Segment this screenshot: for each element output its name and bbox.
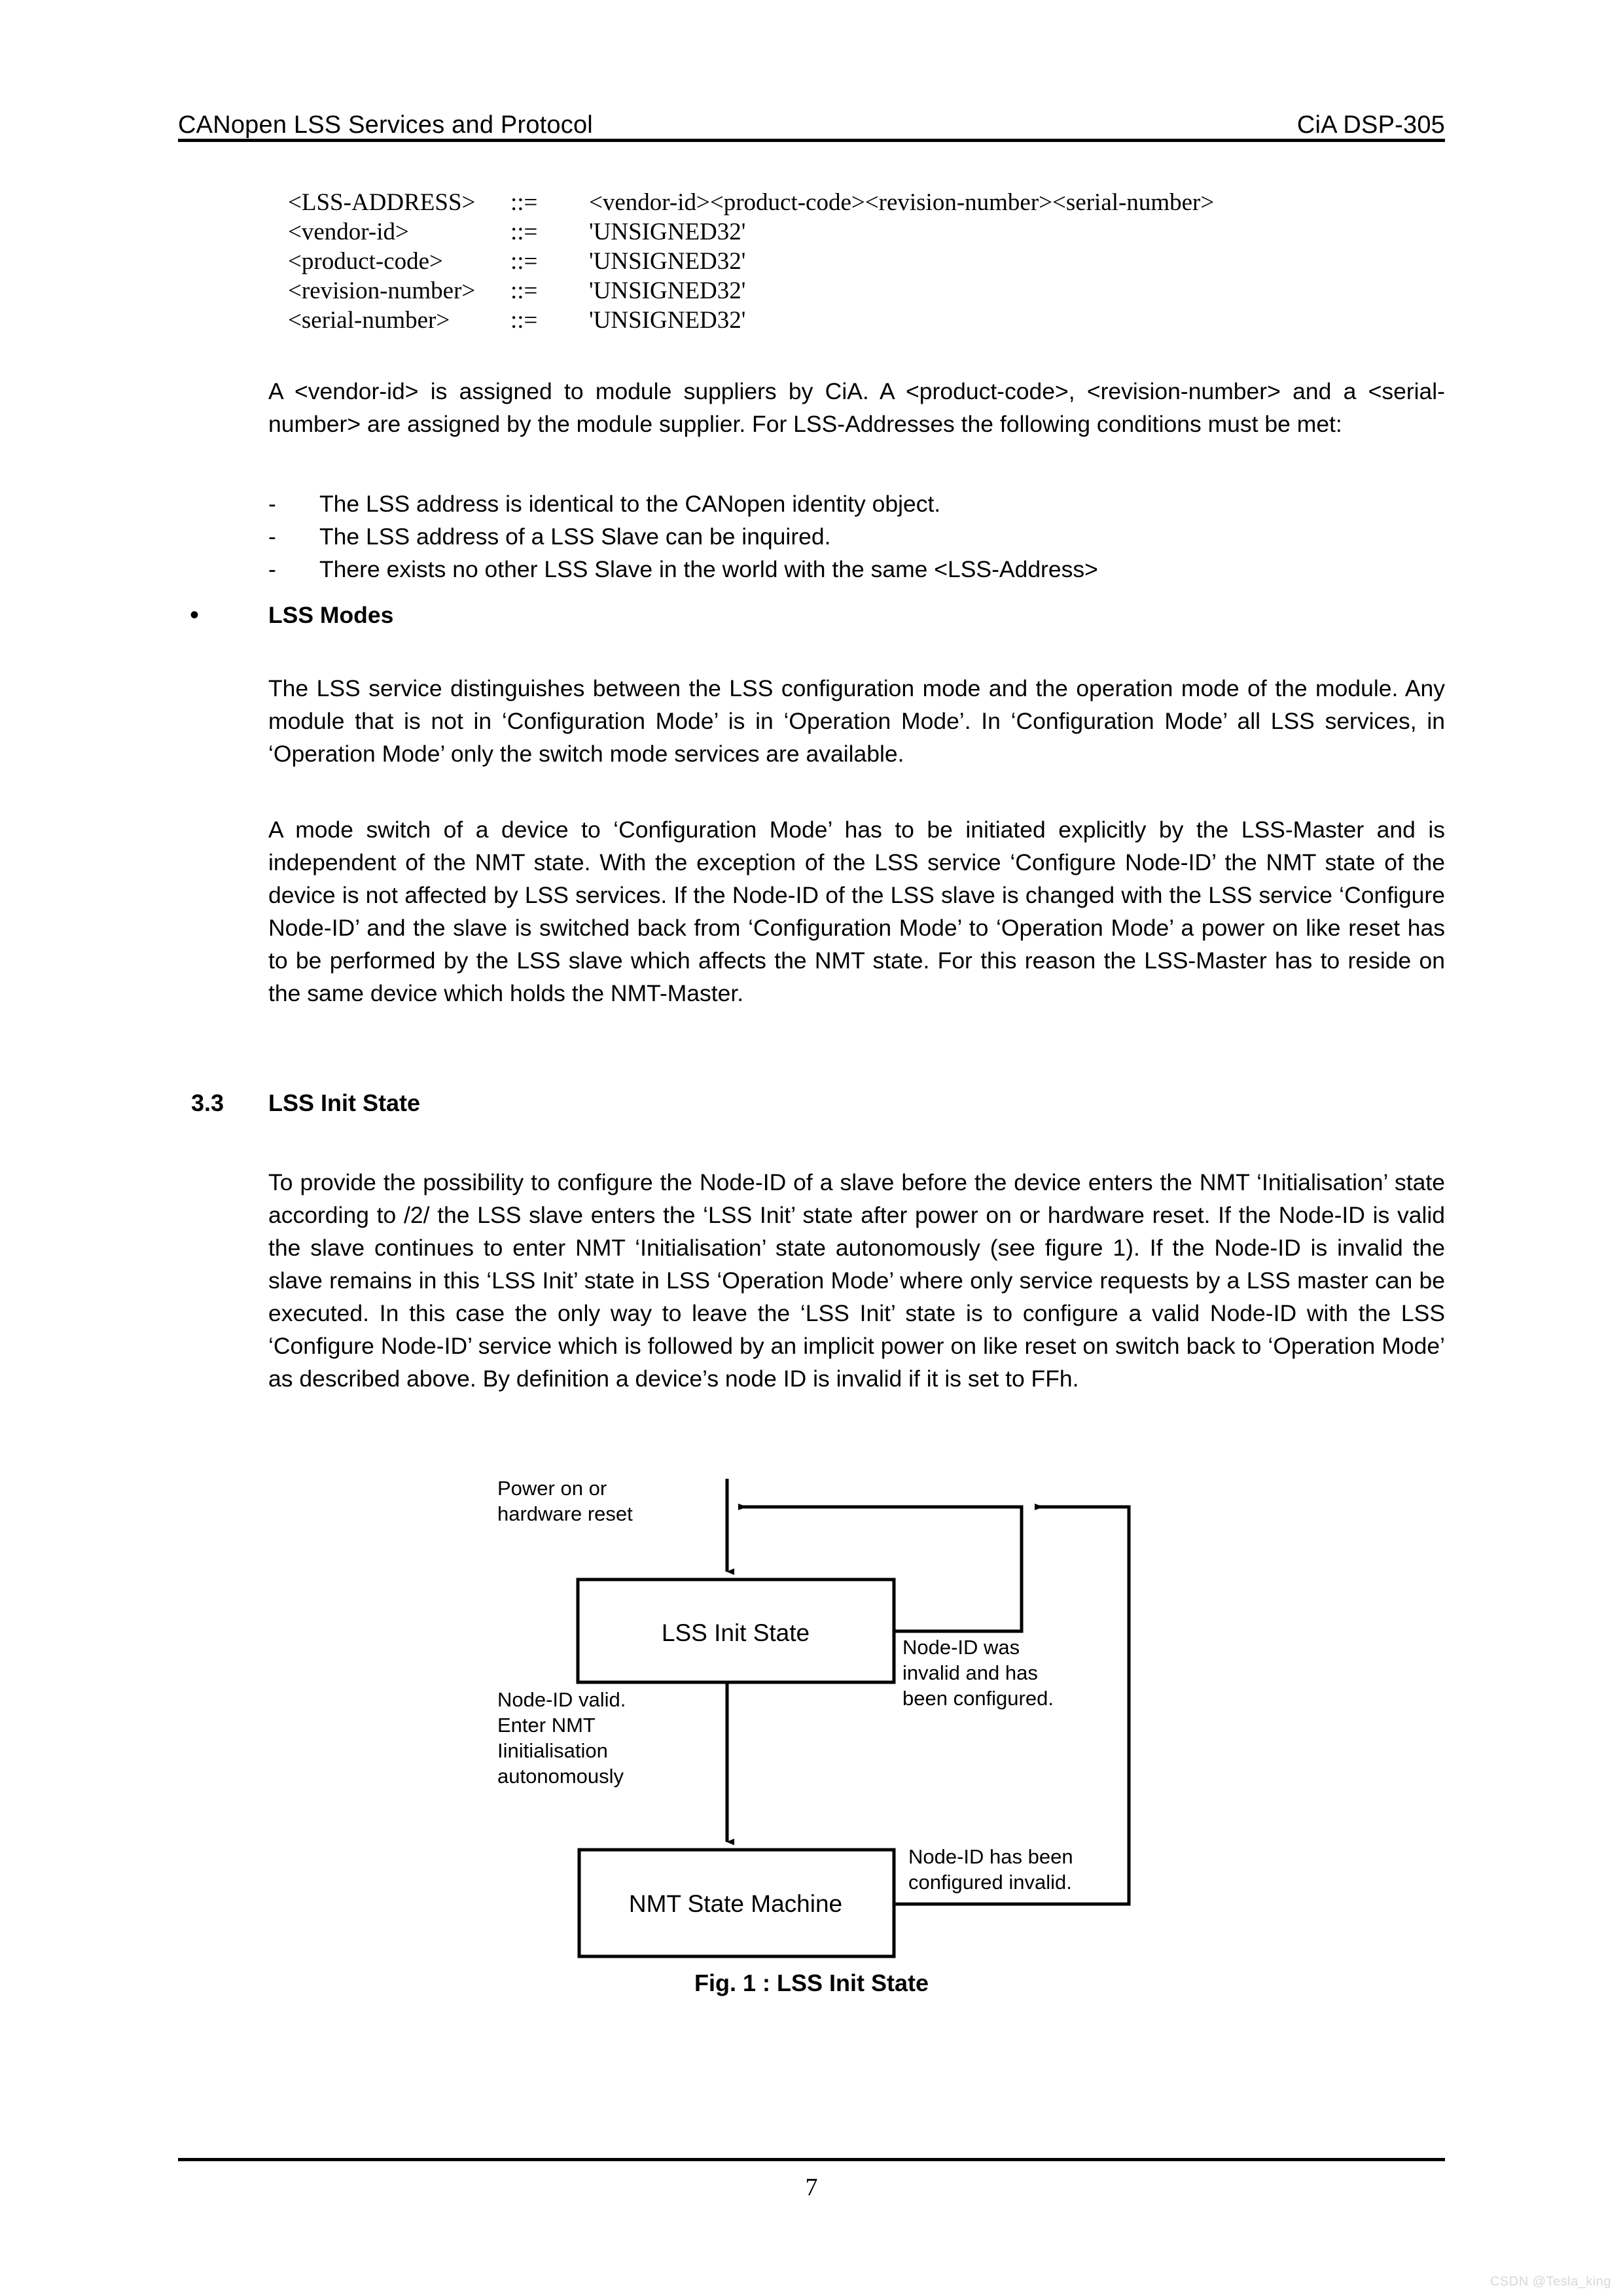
list-item-label: The LSS address of a LSS Slave can be inquired. xyxy=(319,523,831,550)
bnf-row xyxy=(288,188,1400,217)
section-3-3-paragraph: To provide the possibility to configure the Node-ID of a slave before the device enters the NMT ‘Initialisation’ state according to /2/ the LSS slave enters the ‘LSS Init’ state after power on or hardware reset. If the Node-ID is valid the slave continues to enter NMT ‘Initialisation’ state autonomously (see figure 1). If the Node-ID is invalid the slave remains in this ‘LSS Init’ state in LSS ‘Operation Mode’ where only service requests by a LSS master can be executed. In this case the only way to leave the ‘LSS Init’ state is to configure a valid Node-ID with the LSS ‘Configure Node-ID’ service which is followed by an implicit power on like reset on switch back to ‘Operation Mode’ as described above. By definition a device’s node ID is invalid if it is set to FFh. xyxy=(268,1169,1445,1392)
label-power-on-line-2: hardware reset xyxy=(497,1502,633,1525)
bnf-grammar-block xyxy=(288,188,1400,335)
dash-marker: - xyxy=(268,491,276,517)
state-diagram-svg xyxy=(471,1472,1165,1996)
list-item-label: The LSS address is identical to the CANopen identity object. xyxy=(319,491,941,517)
bnf-row xyxy=(288,306,1400,335)
bnf-operator: ::= xyxy=(510,189,538,216)
figure-caption: Fig. 1 : LSS Init State xyxy=(694,1969,929,1996)
bnf-lhs: <vendor-id> xyxy=(288,219,409,245)
section-number: 3.3 xyxy=(191,1089,224,1116)
header-divider xyxy=(178,139,1445,142)
label-configured-invalid-line-2: configured invalid. xyxy=(908,1871,1072,1894)
list-item xyxy=(268,487,1445,520)
box-nmt-state-machine-label: NMT State Machine xyxy=(628,1890,843,1917)
bnf-operator: ::= xyxy=(510,248,538,275)
label-node-id-valid-line-2: Enter NMT xyxy=(497,1714,596,1737)
conditions-list xyxy=(268,487,1445,586)
bnf-lhs: <serial-number> xyxy=(288,307,450,334)
dash-marker: - xyxy=(268,556,276,582)
label-invalid-configured-line-3: been configured. xyxy=(902,1687,1054,1710)
bnf-rhs: 'UNSIGNED32' xyxy=(589,307,746,334)
bnf-rhs: 'UNSIGNED32' xyxy=(589,248,746,275)
label-invalid-configured-line-1: Node-ID was xyxy=(902,1636,1020,1659)
intro-paragraph: A <vendor-id> is assigned to module suppliers by CiA. A <product-code>, <revision-number> and a <serial-number> are assigned by the module supplier. For LSS-Addresses the following conditions must be met: xyxy=(268,378,1445,437)
label-invalid-configured-line-2: invalid and has xyxy=(902,1661,1038,1684)
bnf-operator: ::= xyxy=(510,307,538,334)
lss-modes-heading-label: LSS Modes xyxy=(268,602,394,628)
bnf-rhs: <vendor-id><product-code><revision-number><serial-number> xyxy=(589,189,1215,216)
bnf-row xyxy=(288,217,1400,247)
bnf-rhs: 'UNSIGNED32' xyxy=(589,277,746,304)
bnf-lhs: <revision-number> xyxy=(288,277,476,304)
list-item xyxy=(268,520,1445,553)
lss-modes-paragraph-2-container xyxy=(268,813,1445,1010)
label-power-on-line-1: Power on or xyxy=(497,1477,607,1500)
page-header xyxy=(178,92,1445,137)
box-lss-init-state-label: LSS Init State xyxy=(661,1619,810,1646)
label-node-id-valid-line-4: autonomously xyxy=(497,1765,624,1788)
list-item-label: There exists no other LSS Slave in the world with the same <LSS-Address> xyxy=(319,556,1098,582)
bullet-icon: • xyxy=(190,601,200,629)
lss-modes-heading xyxy=(190,602,1445,628)
bnf-operator: ::= xyxy=(510,277,538,304)
label-node-id-valid-line-3: Iinitialisation xyxy=(497,1739,608,1762)
header-title: CANopen LSS Services and Protocol xyxy=(178,111,593,139)
footer-divider xyxy=(178,2158,1445,2161)
section-title: LSS Init State xyxy=(268,1089,421,1116)
bnf-lhs: <LSS-ADDRESS> xyxy=(288,189,476,216)
header-document-id: CiA DSP-305 xyxy=(1296,111,1445,139)
page-number: 7 xyxy=(805,2174,818,2201)
section-3-3-paragraph-container xyxy=(268,1166,1445,1395)
watermark: CSDN @Tesla_king xyxy=(1489,2274,1611,2289)
list-item xyxy=(268,553,1445,586)
bnf-operator: ::= xyxy=(510,219,538,245)
bnf-lhs: <product-code> xyxy=(288,248,443,275)
bnf-row xyxy=(288,276,1400,306)
lss-modes-paragraph-1: The LSS service distinguishes between the LSS configuration mode and the operation mode of the module. Any module that is not in ‘Configuration Mode’ is in ‘Operation Mode’. In ‘Configuration Mode’ all LSS services, in ‘Operation Mode’ only the switch mode services are available. xyxy=(268,675,1445,767)
intro-paragraph-container xyxy=(268,375,1445,440)
bnf-row xyxy=(288,247,1400,276)
label-node-id-valid-line-1: Node-ID valid. xyxy=(497,1688,626,1711)
section-heading-3-3 xyxy=(191,1089,1445,1117)
lss-modes-paragraph-2: A mode switch of a device to ‘Configuration Mode’ has to be initiated explicitly by the LSS-Master and is independent of the NMT state. With the exception of the LSS service ‘Configure Node-ID’ the NMT state of the device is not affected by LSS services. If the Node-ID of the LSS slave is changed with the LSS service ‘Configure Node-ID’ and the slave is switched back from ‘Configuration Mode’ to ‘Operation Mode’ a power on like reset has to be performed by the LSS slave which affects the NMT state. For this reason the LSS-Master has to reside on the same device which holds the NMT-Master. xyxy=(268,817,1445,1006)
dash-marker: - xyxy=(268,523,276,550)
figure-lss-init-state xyxy=(471,1472,1165,1996)
lss-modes-paragraph-1-container xyxy=(268,672,1445,770)
label-configured-invalid-line-1: Node-ID has been xyxy=(908,1845,1073,1868)
bnf-rhs: 'UNSIGNED32' xyxy=(589,219,746,245)
